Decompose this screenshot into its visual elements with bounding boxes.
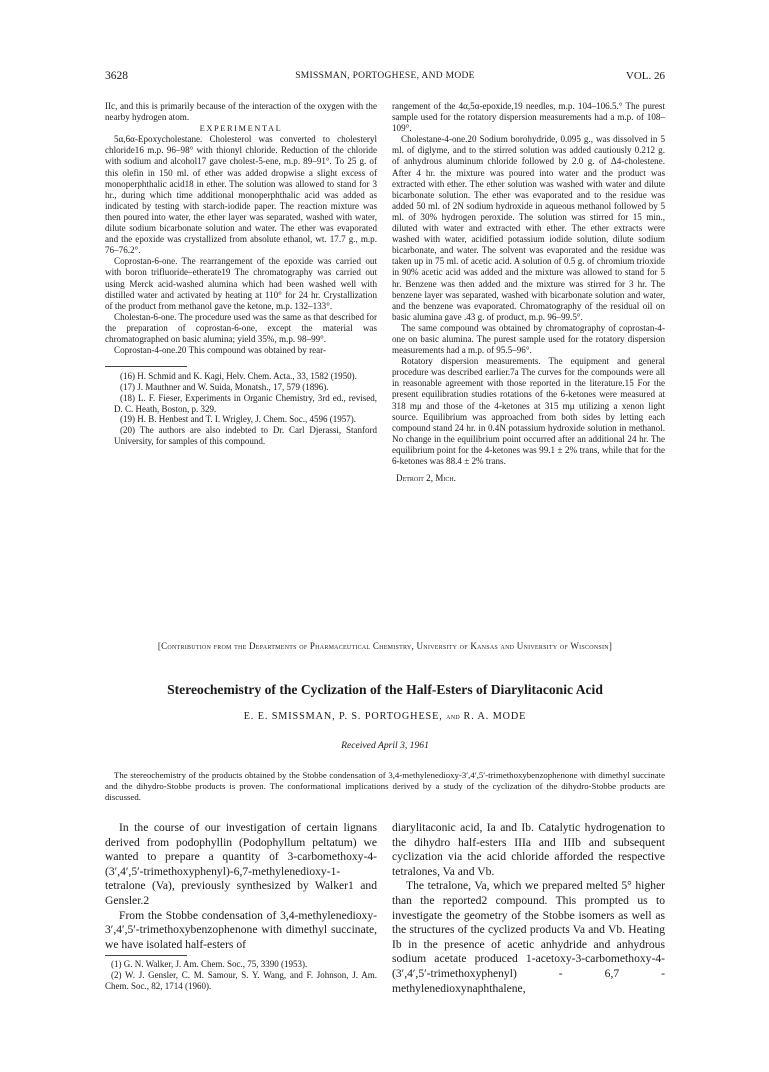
section-heading: EXPERIMENTAL <box>199 124 283 134</box>
volume-label: VOL. 26 <box>625 70 665 82</box>
body-paragraph-tetralone: The tetralone, Va, which we prepared melted 5° higher than the reported2 compound. This prompted us to investigate the geometry of the Stobbe isomers as well as the structures of the cyclized products Va and Vb. Heating Ib in the presence of acetic anhydride and anhydrous sodium acetate produced 1-acetoxy-3-carbomethoxy-4-(3′,4′,5′-trimethoxyphenyl) - 6,7 - methylenedioxynaphthalene, <box>392 879 665 995</box>
received-date: Received April 3, 1961 <box>341 740 429 751</box>
paragraph-rearrangement: rangement of the 4α,5α-epoxide,19 needles, m.p. 104–106.5.° The purest sample used for the rotatory dispersion measurements had a m.p. of 108–109°. <box>392 101 665 134</box>
article-title: Stereochemistry of the Cyclization of the Half-Esters of Diarylitaconic Acid <box>167 682 603 697</box>
paragraph-same-compound: The same compound was obtained by chromatography of coprostan-4-one on basic alumina. The purest sample used for the rotatory dispersion measurements had a m.p. of 95.5–96°. <box>392 322 665 356</box>
paragraph-cholestane-4-one: Cholestane-4-one.20 Sodium borohydride, 0.095 g., was dissolved in 5 ml. of diglyme, and to the stirred solution was added cautiously 0.212 g. of anhydrous aluminum chloride followed by 2.0 g. of Δ4-cholestene. After 4 hr. the mixture was poured into water and the product was extracted with ether. The ether solution was washed with water and dilute bicarbonate solution. The ether was evaporated and to the residue was added 50 ml. of 2N sodium hydroxide in aqueous methanol followed by 5 ml. of 30% hydrogen peroxide. The solution was stirred for 15 min., diluted with water and extracted with ether. The ether extracts were washed with water, acidified potassium iodide solution, dilute sodium bicarbonate, and water. The solvent was evaporated and the residue was taken up in 75 ml. of acetic acid. A solution of 0.5 g. of chromium trioxide in 90% acetic acid was added and the mixture was allowed to stand for 5 hr. Benzene was then added and the mixture was stirred for 3 hr. The benzene layer was separated, washed with bicarbonate solution and water, and the benzene was evaporated. Chromatography of the residual oil on basic alumina gave .43 g. of product, m.p. 96–99.5°. <box>392 134 665 322</box>
running-head <box>105 70 665 86</box>
paragraph-coprostan-4-one: Coprostan-4-one.20 This compound was obtained by rear- <box>114 345 327 356</box>
paragraph-coprostan-6-one: Coprostan-6-one. The rearrangement of the epoxide was carried out with boron trifluoride–etherate19 The chromatography was carried out using Merck acid-washed alumina which had been washed well with distilled water and activated by heating at 110° for 24 hr. Crystallization of the product from methanol gave the ketone, m.p. 132–133°. <box>105 256 377 311</box>
city-line: Detroit 2, Mich. <box>396 473 456 484</box>
body-paragraph-stobbe: From the Stobbe condensation of 3,4-methylenedioxy-3′,4′,5′-trimethoxybenzophenone with dimethyl succinate, we have isolated half-esters of <box>105 908 377 951</box>
paragraph-cholestan-6-one: Cholestan-6-one. The procedure used was the same as that described for the preparation of coprostan-6-one, except the material was chromatographed on basic alumina; yield 35%, m.p. 98–99°. <box>105 311 377 344</box>
running-title: SMISSMAN, PORTOGHESE, AND MODE <box>295 71 475 81</box>
right-column <box>392 101 665 484</box>
abstract <box>105 770 665 803</box>
footnote-2: (2) W. J. Gensler, C. M. Samour, S. Y. Wang, and F. Johnson, J. Am. Chem. Soc., 82, 1714 (1960). <box>105 970 377 992</box>
reference-20: (20) The authors are also indebted to Dr. Carl Djerassi, Stanford University, for samples of this compound. <box>114 425 377 446</box>
body-paragraph-intro: In the course of our investigation of certain lignans derived from podophyllin (Podophyllum peltatum) we wanted to prepare a quantity of 3-carbomethoxy-4-(3′,4′,5′-trimethoxyphenyl)-6,7-methylenedioxy-1-tetralone (Va), previously synthesized by Walker1 and Gensler.2 <box>105 821 377 907</box>
body-right-column <box>392 821 665 996</box>
author-names-first: E. E. SMISSMAN, P. S. PORTOGHESE, <box>243 711 443 722</box>
abstract-text: The stereochemistry of the products obtained by the Stobbe condensation of 3,4-methylenedioxy-3′,4′,5′-trimethoxybenzophenone with dimethyl succinate and the dihydro-Stobbe products is proven. The conformational implications derived by a study of the cyclization of the dihydro-Stobbe products are discussed. <box>105 770 665 802</box>
reference-17: (17) J. Mauthner and W. Suida, Monatsh., 17, 579 (1896). <box>120 381 329 392</box>
paragraph-epoxycholestane: 5α,6α-Epoxycholestane. Cholesterol was converted to cholesteryl chloride16 m.p. 96–98° with thionyl chloride. Reduction of the chloride with sodium and alcohol17 gave cholest-5-ene, m.p. 89–91°. To 25 g. of this olefin in 150 ml. of ether was added dropwise a slight excess of monoperphthalic acid18 in ether. The solution was allowed to stand for 3 hr., during which time additional monoperphthalic acid was added as indicated by testing with starch-iodide paper. The reaction mixture was then poured into water, the ether layer was separated, washed with water, dilute sodium bicarbonate solution and water. The ether was evaporated and the epoxide was crystallized from absolute ethanol, wt. 17.7 g., m.p. 76–76.2°. <box>105 134 377 256</box>
authors <box>105 711 665 722</box>
footnote-1: (1) G. N. Walker, J. Am. Chem. Soc., 75, 3390 (1953). <box>111 959 308 970</box>
carryover-paragraph: IIc, and this is primarily because of the interaction of the oxygen with the nearby hydrogen atom. <box>105 101 377 123</box>
references-rule <box>105 366 187 367</box>
reference-18: (18) L. F. Fieser, Experiments in Organic Chemistry, 3rd ed., revised, D. C. Heath, Boston, p. 329. <box>114 392 377 414</box>
body-paragraph-diarylitaconic: diarylitaconic acid, Ia and Ib. Catalytic hydrogenation to the dihydro half-esters IIIa and IIIb and subsequent cyclization via the acid chloride afforded the respective tetralones, Va and Vb. <box>392 821 665 878</box>
authors-and: and <box>446 712 461 721</box>
contribution-line: [Contribution from the Departments of Pharmaceutical Chemistry, University of Kansas and University of Wisconsin] <box>157 641 613 651</box>
footnote-rule <box>105 955 187 956</box>
reference-19: (19) H. B. Henbest and T. I. Wrigley, J. Chem. Soc., 4596 (1957). <box>120 414 357 425</box>
paragraph-rotatory-dispersion: Rotatory dispersion measurements. The equipment and general procedure was described earlier.7a The curves for the compounds were all in reasonable agreement with those reported in the literature.15 For the present equilibration studies rotations of the 6-ketones were measured at 318 mμ and those of the 4-ketones at 315 mμ utilizing a xenon light source. Equilibrium was approached from both sides by letting each compound stand 24 hr. in 0.4N potassium hydroxide solution in methanol. No change in the equilibrium point occurred after an additional 24 hr. The equilibrium point for the 4-ketones was 99.1 ± 2% trans, while that for the 6-ketones was 88.4 ± 2% trans. <box>392 356 665 466</box>
left-column <box>105 101 377 447</box>
footnotes <box>105 959 377 992</box>
body-left-column <box>105 821 377 992</box>
references <box>105 371 377 447</box>
author-names-last: R. A. MODE <box>463 711 527 722</box>
page-number: 3628 <box>105 70 128 82</box>
reference-16: (16) H. Schmid and K. Kagi, Helv. Chem. Acta., 33, 1582 (1950). <box>120 371 357 382</box>
